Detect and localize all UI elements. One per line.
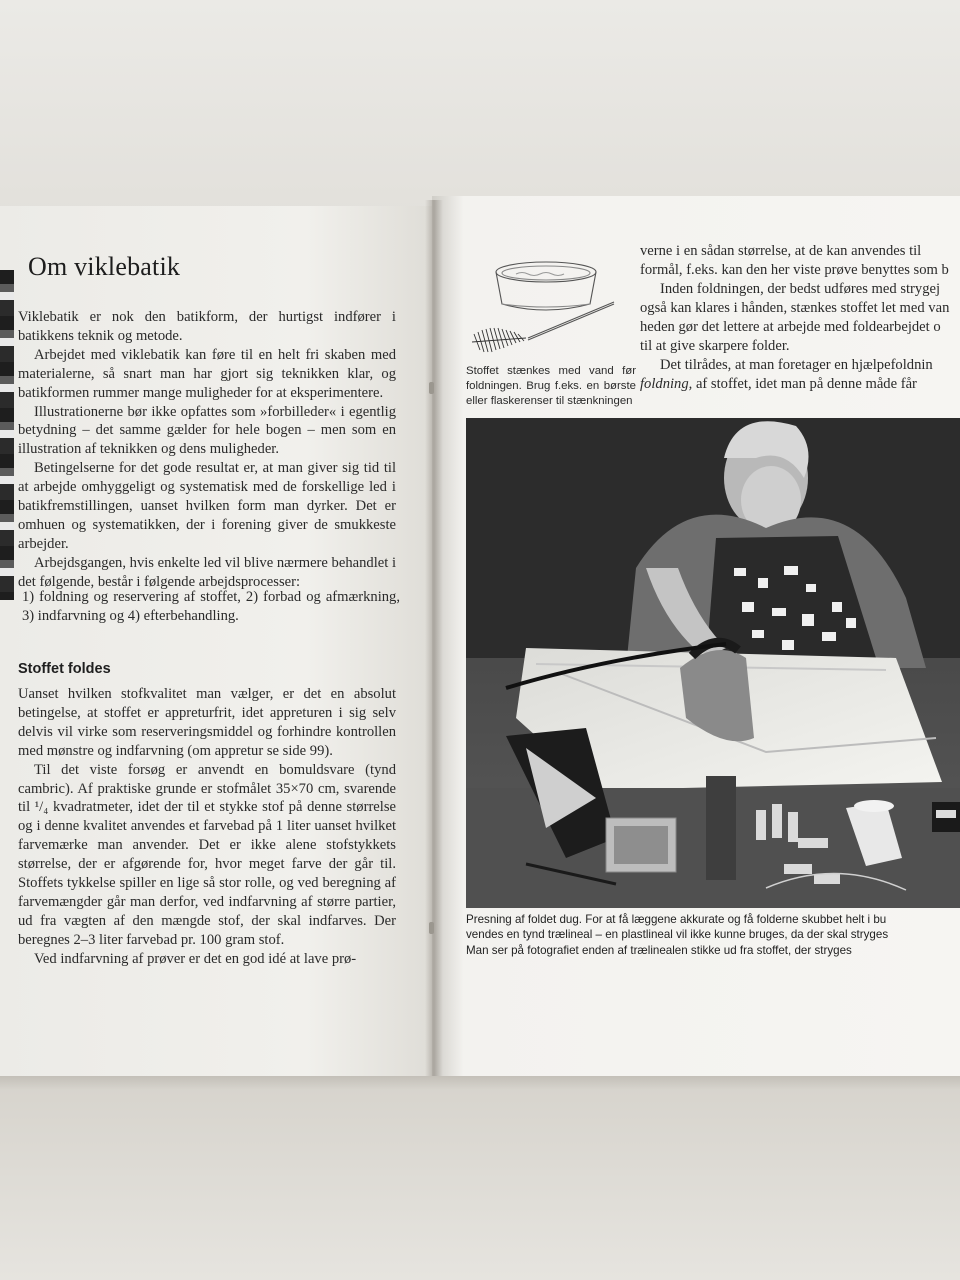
binding-staple — [429, 382, 434, 394]
text-line: også kan klares i hånden, stænkes stoffet let med van — [640, 300, 950, 316]
process-list — [22, 588, 400, 626]
text-line: Det tilrådes, at man foretager en hjælpefoldnin — [660, 357, 933, 373]
caption-line: Presning af foldet dug. For at få læggene akkurate og få folderne skubbet helt i bu — [466, 913, 887, 926]
text-line — [640, 375, 960, 394]
process-list-text: 1) foldning og reservering af stoffet, 2) forbad og afmærkning, 3) indfarvning og 4) efterbehandling. — [22, 589, 400, 624]
sketch-caption: Stoffet stænkes med vand før foldningen. Brug f.eks. en børste eller flaskerenser til stænkningen — [466, 365, 636, 407]
table-background-top — [0, 0, 960, 220]
section-paragraph: Til det viste forsøg er anvendt en bomuldsvare (tynd cambric). Af praktiske grunde er stofmålet 35×70 cm, svarende til ¹/₄ kvadratmeter, idet der til et stykke stof på denne størrelse og i denne kvalitet anvendes et farvebad på 1 liter uanset hvilket farvemærke man anvender. Det er ikke alene stofstykkets størrelse, der er afgørende for, hvor meget farve der går til. Stoffets tykkelse spiller en lige så stor rolle, og ved beregning af farvemængder går man derfor, ved indfarvning af større partier, ud fra vægten af den mængde stof, der skal indfarves. Der beregnes 2–3 liter farvebad pr. 100 gram stof. — [18, 761, 396, 948]
intro-paragraph: Illustrationerne bør ikke opfattes som »forbilleder« i egentlig betydning – det samme gælder for hele bogen – men som en illustration af teknikken og dens muligheder. — [18, 403, 396, 458]
ironing-photograph — [466, 418, 960, 908]
caption-line: vendes en tynd trælineal – en plastlineal vil ikke kunne bruges, da der skal stryges — [466, 928, 889, 942]
section-paragraph: Uanset hvilken stofkvalitet man vælger, er det en absolut betingelse, at stoffet er appreturfrit, idet appreturen i sig selv delvis vil virke som reserveringsmiddel og forhindre kontrollen med mønstre og indfarvning (om appretur se side 99). — [18, 686, 396, 759]
right-page-text — [640, 242, 960, 394]
intro-paragraph: Arbejdet med viklebatik kan føre til en helt fri skaben med materialerne, så snart man har gjort sig teknikken klar, og batikformen rummer mange muligheder for at eksperimentere. — [18, 346, 396, 401]
facing-photo-strip — [0, 270, 14, 600]
table-background-bottom — [0, 1075, 960, 1280]
text-line: formål, f.eks. kan den her viste prøve benyttes som b — [640, 262, 949, 278]
bowl-and-brush-sketch — [466, 246, 626, 364]
text-line: heden gør det lettere at arbejde med foldearbejdet o — [640, 319, 941, 335]
intro-paragraph: Viklebatik er nok den batikform, der hurtigst indfører i batikkens teknik og metode. — [18, 309, 396, 344]
intro-paragraph: Betingelserne for det gode resultat er, at man giver sig tid til at arbejde omhyggeligt og systematisk med de forskellige led i batikfremstillingen, uanset hvilken form man dyrker. Det er omhuen og systematikken, der i forening giver de smukkeste arbejder. — [18, 460, 396, 552]
chapter-title: Om viklebatik — [28, 252, 181, 281]
text-line: Inden foldningen, der bedst udføres med strygej — [660, 281, 941, 297]
section-text — [18, 685, 396, 969]
intro-paragraph: Arbejdsgangen, hvis enkelte led vil blive nærmere behandlet i det følgende, består i følgende arbejdsprocesser: — [18, 554, 396, 590]
binding-staple — [429, 922, 434, 934]
text-line: til at give skarpere folder. — [640, 338, 790, 354]
text-line: verne i en sådan størrelse, at de kan anvendes til — [640, 243, 922, 259]
text-fragment: af stoffet, idet man på denne måde får — [692, 376, 917, 392]
section-heading: Stoffet foldes — [18, 661, 111, 677]
photo-caption — [466, 912, 960, 958]
italic-term: foldning, — [640, 376, 693, 392]
caption-line: Man ser på fotografiet enden af trælinealen stikke ud fra stoffet, der stryges — [466, 943, 852, 957]
intro-text — [18, 308, 396, 592]
section-paragraph: Ved indfarvning af prøver er det en god idé at lave prø- — [34, 950, 357, 967]
book-gutter — [425, 200, 443, 1076]
